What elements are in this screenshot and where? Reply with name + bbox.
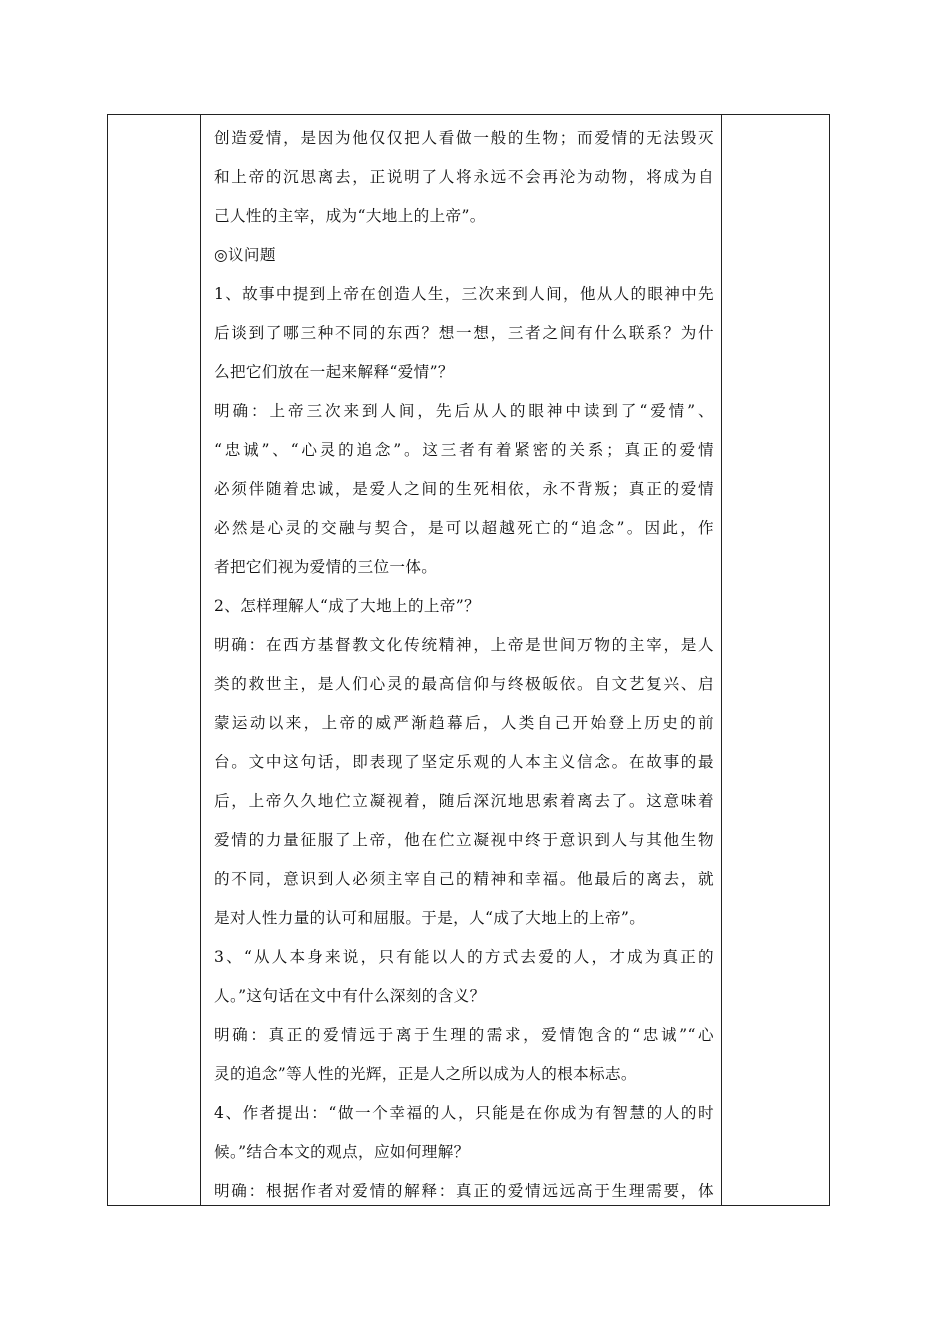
text-line: 和上帝的沉思离去，正说明了人将永远不会再沦为动物，将成为自 xyxy=(214,168,714,186)
text-line: 己人性的主宰，成为“大地上的上帝”。 xyxy=(214,207,486,225)
right-column-cell xyxy=(721,115,829,1205)
text-line: 明确：真正的爱情远于离于生理的需求，爱情饱含的“忠诚”“心 xyxy=(214,1026,714,1044)
text-line: 必然是心灵的交融与契合，是可以超越死亡的“追念”。因此，作 xyxy=(214,519,714,537)
text-line: 后，上帝久久地伫立凝视着，随后深沉地思索着离去了。这意味着 xyxy=(214,792,714,810)
text-line: 创造爱情，是因为他仅仅把人看做一般的生物；而爱情的无法毁灭 xyxy=(214,129,714,147)
text-line: 4、作者提出：“做一个幸福的人，只能是在你成为有智慧的人的时 xyxy=(214,1104,714,1122)
text-line: 的不同，意识到人必须主宰自己的精神和幸福。他最后的离去，就 xyxy=(214,870,714,888)
text-line: 明确：上帝三次来到人间，先后从人的眼神中读到了“爱情”、 xyxy=(214,402,714,420)
text-line: 蒙运动以来，上帝的威严渐趋幕后，人类自己开始登上历史的前 xyxy=(214,714,714,732)
text-line: 者把它们视为爱情的三位一体。 xyxy=(214,558,438,576)
text-line: 候。”结合本文的观点，应如何理解？ xyxy=(214,1143,470,1161)
text-line: 必须伴随着忠诚，是爱人之间的生死相依，永不背叛；真正的爱情 xyxy=(214,480,714,498)
document-table xyxy=(107,114,830,1206)
text-line: “忠诚”、“心灵的追念”。这三者有着紧密的关系；真正的爱情 xyxy=(214,441,714,459)
left-column-cell xyxy=(108,115,201,1205)
text-line: 灵的追念”等人性的光辉，正是人之所以成为人的根本标志。 xyxy=(214,1065,637,1083)
text-line: 爱情的力量征服了上帝，他在伫立凝视中终于意识到人与其他生物 xyxy=(214,831,714,849)
text-line: 1、故事中提到上帝在创造人生，三次来到人间，他从人的眼神中先 xyxy=(214,285,714,303)
text-line: 么把它们放在一起来解释“爱情”？ xyxy=(214,363,454,381)
text-line: 明确：根据作者对爱情的解释：真正的爱情远远高于生理需要，体 xyxy=(214,1182,714,1200)
text-line: ◎议问题 xyxy=(214,246,276,264)
text-line: 3、“从人本身来说，只有能以人的方式去爱的人，才成为真正的 xyxy=(214,948,714,966)
text-line: 台。文中这句话，即表现了坚定乐观的人本主义信念。在故事的最 xyxy=(214,753,714,771)
text-line: 明确：在西方基督教文化传统精神，上帝是世间万物的主宰，是人 xyxy=(214,636,714,654)
text-line: 是对人性力量的认可和屈服。于是，人“成了大地上的上帝”。 xyxy=(214,909,646,927)
text-line: 类的救世主，是人们心灵的最高信仰与终极皈依。自文艺复兴、启 xyxy=(214,675,714,693)
text-line: 人。”这句话在文中有什么深刻的含义？ xyxy=(214,987,486,1005)
main-content-cell xyxy=(201,115,722,1205)
text-line: 后谈到了哪三种不同的东西？想一想，三者之间有什么联系？为什 xyxy=(214,324,714,342)
text-line: 2、怎样理解人“成了大地上的上帝”？ xyxy=(214,597,481,615)
